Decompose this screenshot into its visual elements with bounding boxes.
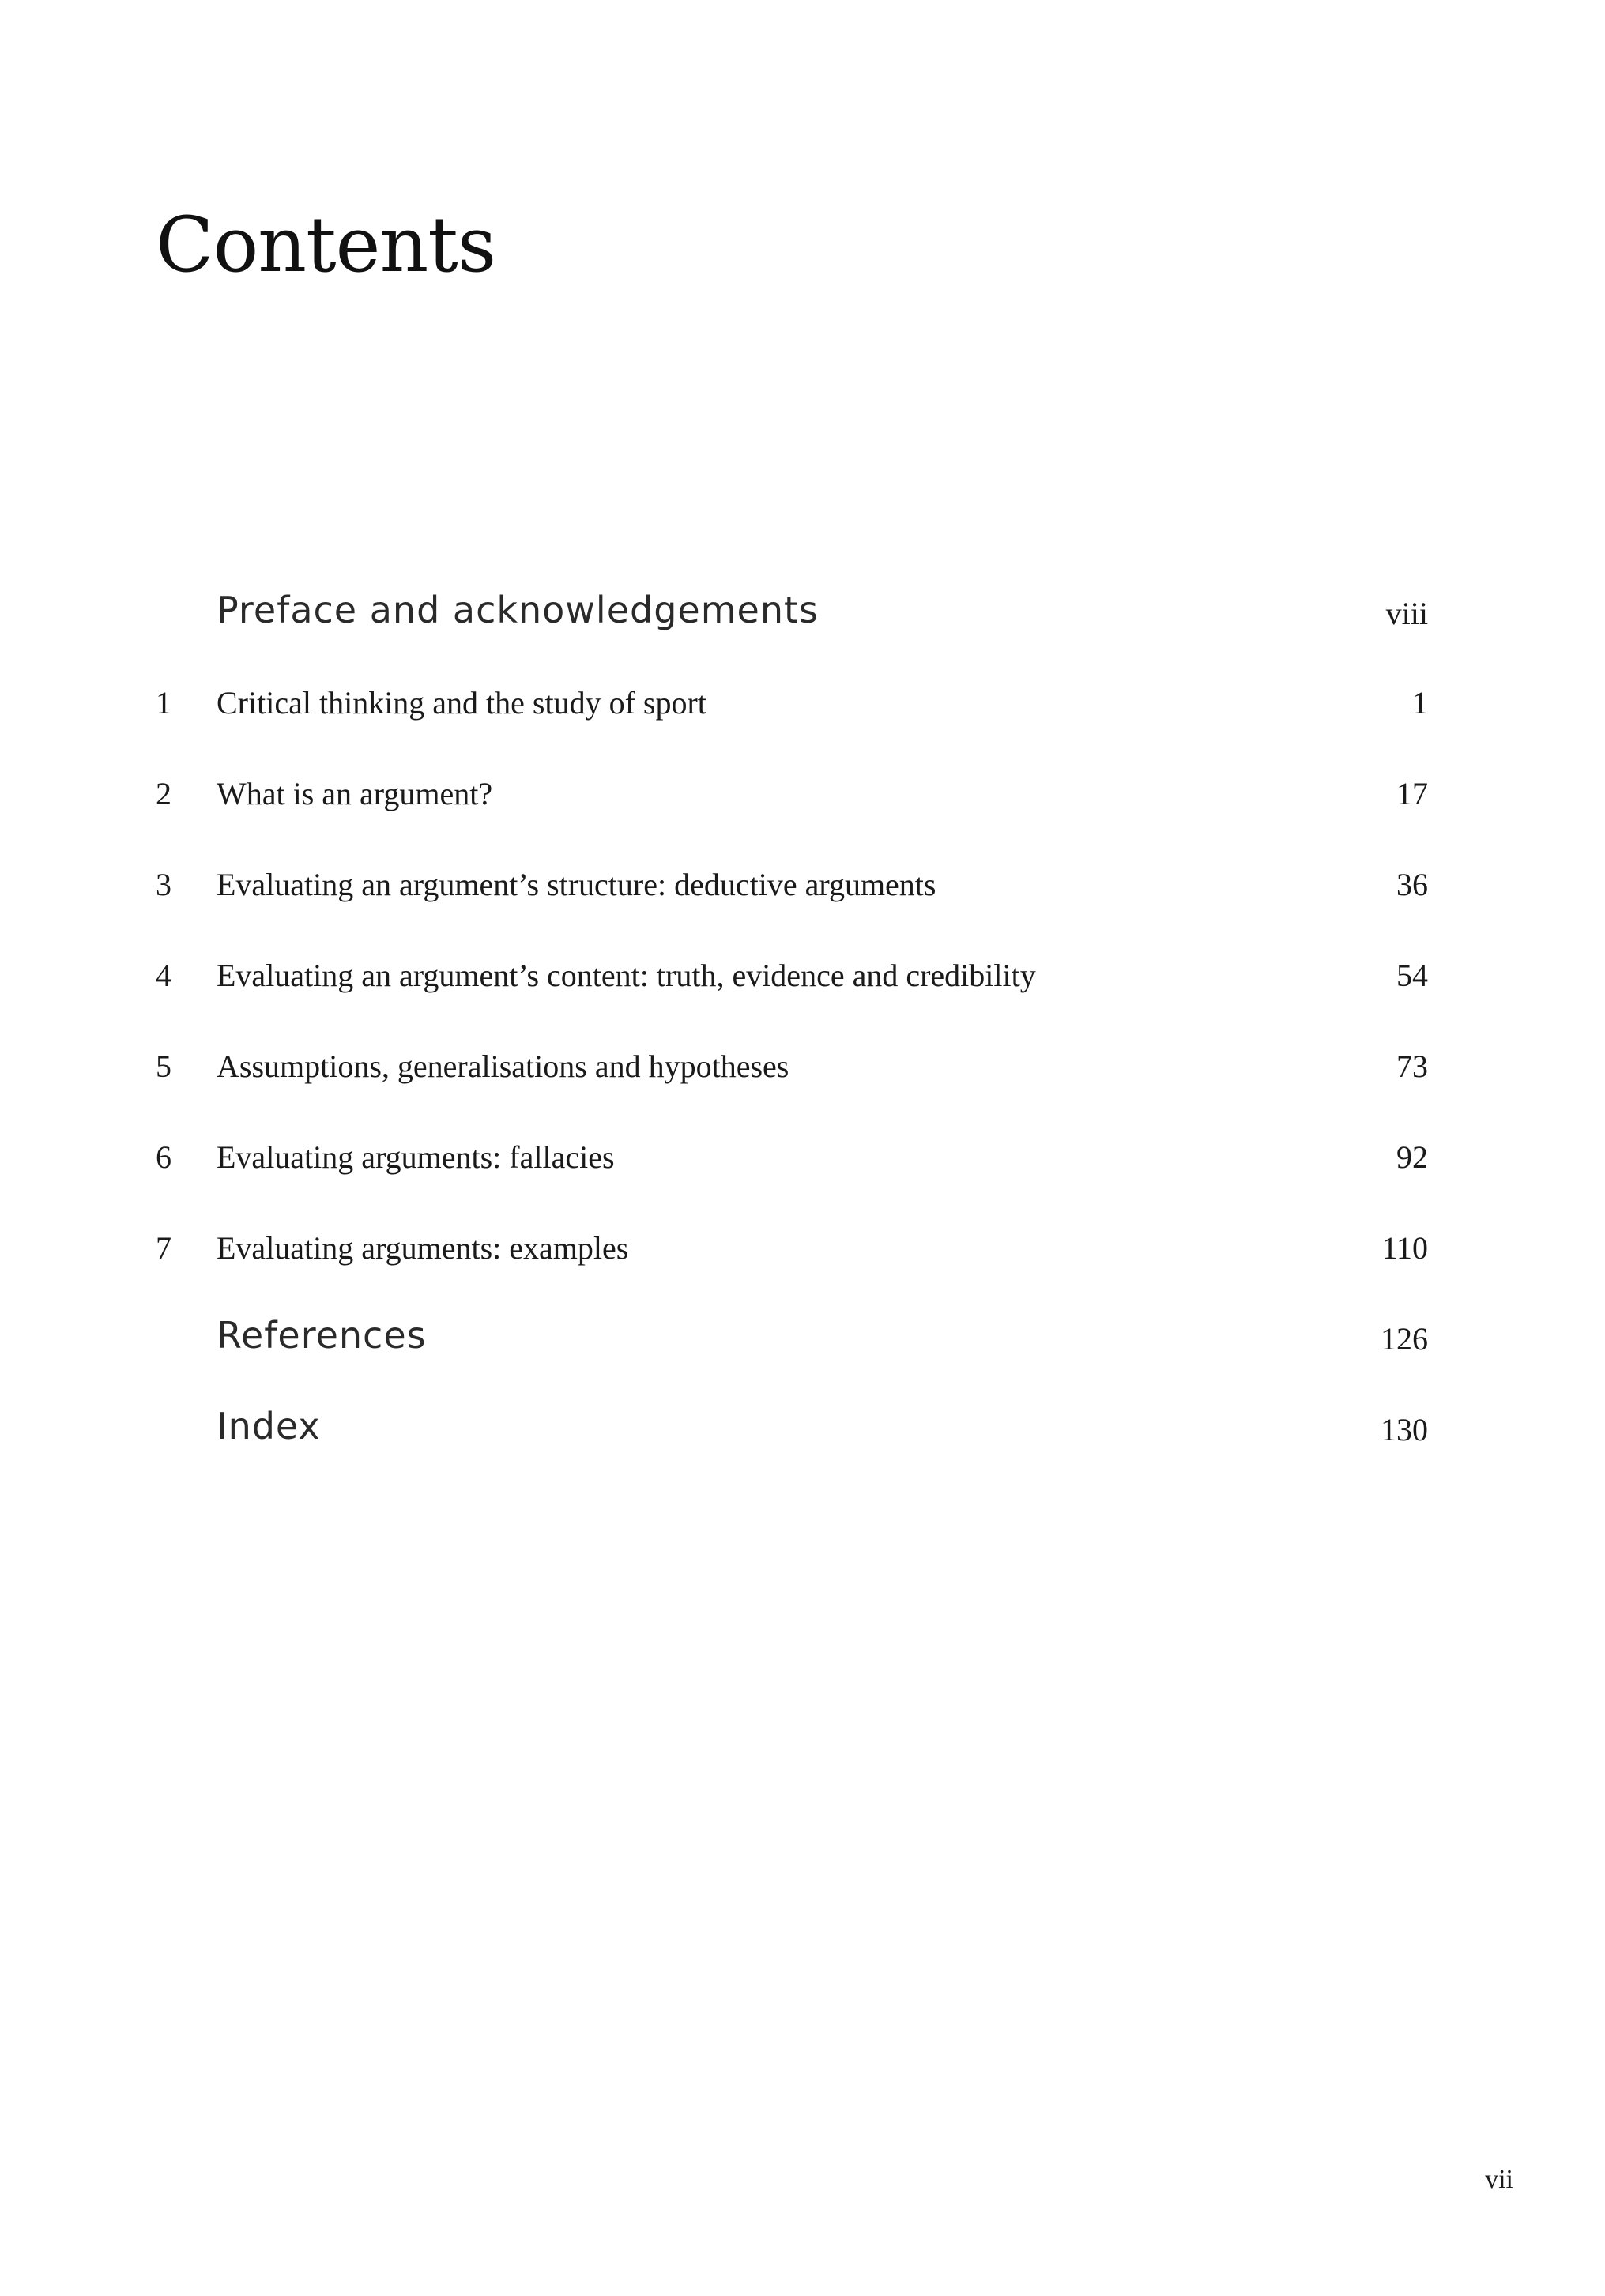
toc-entry-page: 110 (1381, 1230, 1428, 1266)
toc-entry-chapter-3[interactable] (156, 844, 1428, 915)
toc-entry-chapter-7[interactable] (156, 1207, 1428, 1278)
toc-entry-page: 126 (1381, 1321, 1428, 1357)
toc-entry-number: 1 (156, 685, 171, 721)
toc-entry-page: 130 (1381, 1412, 1428, 1447)
toc-entry-chapter-1[interactable] (156, 662, 1428, 733)
toc-entry-title: Critical thinking and the study of sport (217, 685, 706, 721)
toc-entry-title: Evaluating arguments: fallacies (217, 1139, 615, 1175)
toc-entry-title: Preface and acknowledgements (217, 589, 819, 631)
toc-entry-page: 36 (1396, 867, 1428, 902)
toc-entry-page: 17 (1396, 776, 1428, 811)
toc-entry-number: 7 (156, 1230, 171, 1266)
toc-entry-number: 5 (156, 1048, 171, 1084)
toc-entry-number: 6 (156, 1139, 171, 1175)
toc-entry-references[interactable] (156, 1298, 1428, 1369)
toc-entry-number: 3 (156, 867, 171, 902)
toc-entry-page: 73 (1396, 1048, 1428, 1084)
page-number: vii (1485, 2165, 1513, 2194)
toc-entry-title: Assumptions, generalisations and hypotheses (217, 1048, 789, 1084)
toc-entry-title: Evaluating an argument’s content: truth, evidence and credibility (217, 958, 1036, 993)
toc-entry-page: 92 (1396, 1139, 1428, 1175)
toc-entry-preface[interactable] (156, 573, 1428, 644)
toc-entry-chapter-2[interactable] (156, 753, 1428, 824)
toc-entry-chapter-6[interactable] (156, 1116, 1428, 1188)
toc-entry-page: 1 (1412, 685, 1428, 721)
toc-entry-chapter-5[interactable] (156, 1026, 1428, 1097)
table-of-contents (156, 0, 1428, 2296)
toc-entry-number: 2 (156, 776, 171, 811)
toc-entry-page: viii (1385, 596, 1428, 631)
toc-entry-number: 4 (156, 958, 171, 993)
toc-entry-title: Evaluating arguments: examples (217, 1230, 629, 1266)
toc-entry-chapter-4[interactable] (156, 935, 1428, 1006)
toc-entry-page: 54 (1396, 958, 1428, 993)
toc-entry-title: Evaluating an argument’s structure: deductive arguments (217, 867, 936, 902)
toc-entry-index[interactable] (156, 1389, 1428, 1460)
toc-entry-title: What is an argument? (217, 776, 493, 811)
page-title: Contents (156, 201, 496, 289)
toc-entry-title: Index (217, 1405, 321, 1447)
toc-entry-title: References (217, 1314, 427, 1357)
